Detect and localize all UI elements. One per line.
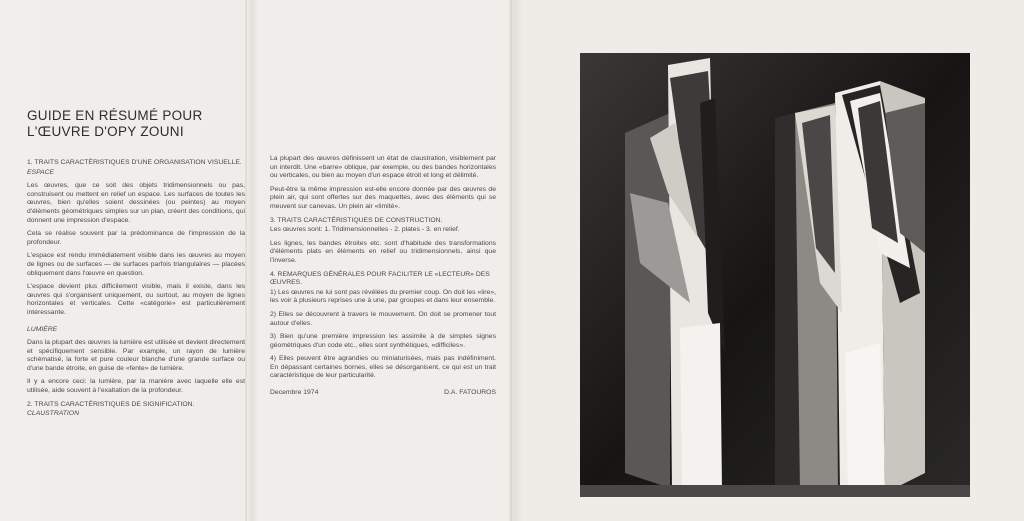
paragraph: Les lignes, les bandes étroites etc. sont d'habitude des transformations d'éléments plats en éléments en relief ou tridimensionnels, ainsi que l'inverse. — [270, 239, 496, 264]
subheading-espace: ESPACE — [27, 168, 55, 176]
paragraph: Les œuvres, que ce soit des objets tridimensionnels ou pas, construisent ou mettent en relief un espace. Les surfaces de toutes les œuvres, bien qu'elles soient dessinées (ou peintes) au moyen d'éléments géométriques simples sur un plan, créent des conditions, qui donnent une impression d'espace. — [27, 182, 245, 224]
sculpture-photograph — [580, 53, 970, 497]
paragraph: Dans la plupart des œuvres la lumière est utilisée et devient directement et spécifiquement sensible. Par example, un rayon de lumière schématisé, la forte et pure couleur blanche d'une grande surface ou d'une bande étroite, en guise de «fente» de lumière. — [27, 339, 245, 372]
date-text: Decembre 1974 — [270, 389, 319, 397]
paragraph: 3) Bien qu'une première impression les assimile à de simples signes géométriques d'un code etc., elles sont synthétiques, «difficiles». — [270, 333, 496, 349]
section-heading-1: 1. TRAITS CARACTÉRISTIQUES D'UNE ORGANISATION VISUELLE. — [27, 159, 242, 166]
signature-line — [270, 389, 496, 398]
section-heading-4: 4. REMARQUES GÉNÉRALES POUR FACILITER LE «LECTEUR» DES ŒUVRES. — [270, 270, 490, 287]
sculpture-photo-graphic — [580, 53, 970, 497]
paragraph: Il y a encore ceci: la lumière, par la manière avec laquelle elle est utilisée, aide souvent à l'exaltation de la profondeur. — [27, 378, 245, 395]
paragraph: La plupart des œuvres définissent un état de claustration, visiblement par un interdit. Une «barre» oblique, par exemple, ou des bandes horizontales ou verticales, ou bien au moyen d'un espace étroit et long et délimité. — [270, 155, 496, 180]
fold-line — [510, 0, 512, 521]
document-title — [27, 108, 203, 140]
paragraph: 1) Les œuvres ne lui sont pas révélées du premier coup. On doit les «lire», les voir à plusieurs reprises une à une, par groupes et dans leur ensemble. — [270, 288, 496, 305]
paragraph: Les œuvres sont: 1. Tridimensionnelles - 2. plates - 3. en relief. — [270, 226, 460, 234]
paragraph: Peut-être la même impression est-elle encore donnée par des œuvres de plein air, qui sont offertes sur des maquettes, avec des éléments qui se meuvent sur canevas. Un plein air «limité». — [270, 185, 496, 210]
paragraph: L'espace devient plus difficilement visible, mais il existe, dans les œuvres qui s'organisent uniquement, ou surtout, au moyen de lignes horizontales et verticales. Cette «catégorie» est particulièrement intéressante. — [27, 283, 245, 316]
paragraph: 4) Elles peuvent être agrandies ou miniaturisées, mais pas indéfiniment. En dépassant certaines bornes, elles se désorganisent, ce qui est un trait caractéristique de leur particularité. — [270, 355, 496, 380]
fold-line — [245, 0, 247, 521]
section-heading-3: 3. TRAITS CARACTÉRISTIQUES DE CONSTRUCTION. — [270, 216, 443, 224]
title-line-1: GUIDE EN RÉSUMÉ POUR — [27, 108, 203, 123]
paragraph: L'espace est rendu immédiatement visible dans les œuvres au moyen de lignes ou de surfaces — de surfaces parfois triangulaires — placées obliquement dans l'œuvre en question. — [27, 252, 245, 277]
paragraph: Cela se réalise souvent par la prédominance de l'impression de la profondeur. — [27, 230, 245, 246]
author-name: D.A. FATOUROS — [444, 389, 496, 397]
subheading-lumiere: LUMIÈRE — [27, 325, 58, 333]
subheading-claustration: CLAUSTRATION — [27, 410, 79, 418]
title-line-2: L'ŒUVRE D'OPY ZOUNI — [27, 124, 184, 139]
section-heading-2: 2. TRAITS CARACTÉRISTIQUES DE SIGNIFICATION. — [27, 400, 195, 408]
paragraph: 2) Elles se découvrent à travers le mouvement. On doit se promener tout autour d'elles. — [270, 310, 496, 327]
text-column-1 — [27, 155, 245, 424]
text-column-2 — [270, 155, 496, 398]
